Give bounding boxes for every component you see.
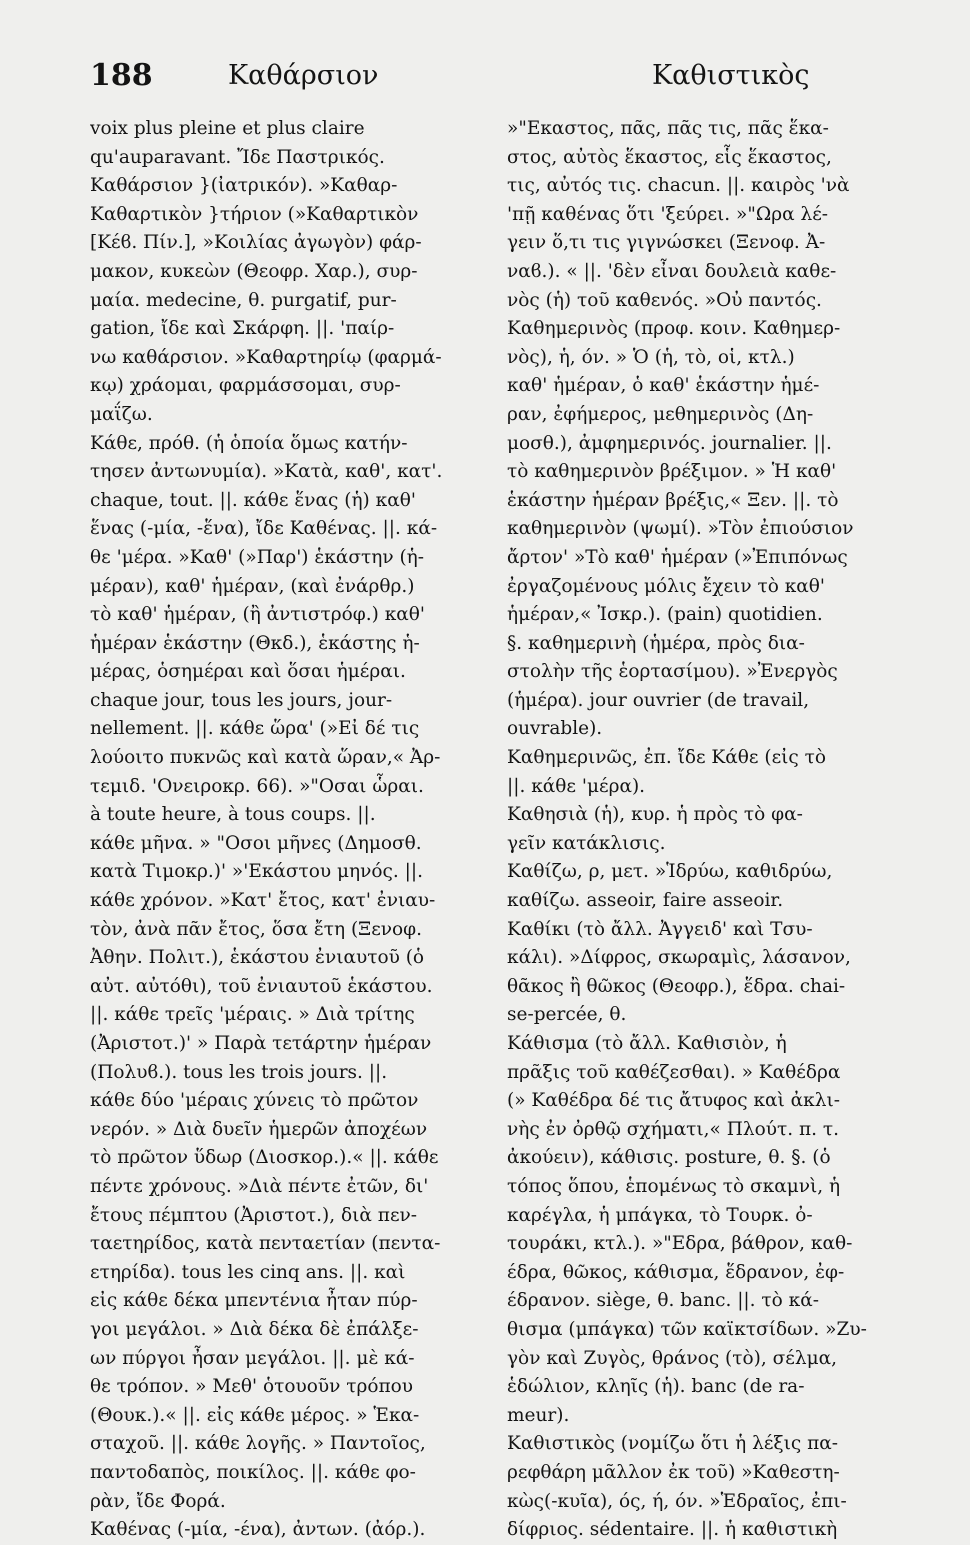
text-line: θᾶκος ἢ θῶκος (Θεοφρ.), ἕδρα. chai- (507, 975, 846, 997)
text-line: τὸν, ἀνὰ πᾶν ἔτος, ὅσα ἔτη (Ξενοφ. (90, 918, 422, 940)
text-line: μοσθ.), ἀμφημερινός. journalier. ||. (507, 432, 832, 454)
text-line: (Ἀριστοτ.)' » Παρὰ τετάρτην ἡμέραν (90, 1033, 432, 1054)
text-line: τησεν ἀντωνυμία). »Κατὰ, καθ', κατ'. (90, 461, 443, 483)
text-line: Καθάρσιον }(ἰατρικόν). »Καθαρ- (90, 175, 398, 197)
text-line: ἐργαζομένους μόλις ἔχειν τὸ καθ' (507, 575, 826, 597)
text-line: μέρας, ὁσημέραι καὶ ὅσαι ἡμέραι. (90, 661, 406, 683)
text-line: κάλι). »Δίφρος, σκωραμὶς, λάσανον, (507, 947, 851, 969)
text-line: Καθίκι (τὸ ἄλλ. Ἀγγειδ' καὶ Τσυ- (507, 918, 813, 940)
text-line: ἡμέραν,« Ἰσκρ.). (pain) quotidien. (507, 604, 823, 626)
text-line: ρεφθάρη μᾶλλον ἐκ τοῦ) »Καθεστη- (507, 1461, 840, 1483)
text-line: chaque, tout. ||. κάθε ἕνας (ἡ) καθ' (90, 489, 416, 511)
text-line: τουράκι, κτλ.). »"Εδρα, βάθρον, καθ- (507, 1233, 853, 1255)
text-line: νω καθάρσιον. »Καθαρτηρίῳ (φαρμά- (90, 346, 442, 368)
text-line: καθημερινὸν (ψωμί). »Τὸν ἐπιούσιον (507, 518, 854, 540)
text-line: μαία. medecine, θ. purgatif, pur- (90, 289, 397, 311)
text-line: ἔτους πέμπτου (Ἀριστοτ.), διὰ πεν- (90, 1204, 418, 1226)
text-line: (ἡμέρα). jour ouvrier (de travail, (507, 689, 810, 711)
text-line: §. καθημερινὴ (ἡμέρα, πρὸς δια- (507, 632, 805, 654)
text-line: τὸ καθημερινὸν βρέξιμον. » Ἡ καθ' (507, 461, 837, 483)
text-line: στολὴν τῆς ἑορτασίμου). »Ἐνεργὸς (507, 661, 838, 683)
text-line: κάθε χρόνον. »Κατ' ἔτος, κατ' ἐνιαυ- (90, 890, 436, 912)
text-line: ||. κάθε τρεῖς 'μέραις. » Διὰ τρίτης (90, 1004, 415, 1026)
text-line: δίφριος. sédentaire. ||. ἡ καθιστικὴ (507, 1519, 838, 1541)
text-line: ἑκάστην ἡμέραν βρέξις,« Ξεν. ||. τὸ (507, 489, 839, 511)
text-line: πέντε χρόνους. »Διὰ πέντε ἐτῶν, δι' (90, 1175, 429, 1197)
text-line: Καθημερινῶς, ἐπ. ἴδε Κάθε (εἰς τὸ (507, 747, 827, 769)
text-line: νὸς (ἡ) τοῦ καθενός. »Οὐ παντός. (507, 289, 822, 311)
text-line: τὸ καθ' ἡμέραν, (ἢ ἀντιστρόφ.) καθ' (90, 604, 425, 626)
text-line: θισμα (μπάγκα) τῶν καϊκτσίδων. »Ζυ- (507, 1318, 867, 1340)
text-line: έδρα, θῶκος, κάθισμα, ἕδρανον, ἐφ- (507, 1261, 845, 1283)
text-line: κάθε μῆνα. » "Οσοι μῆνες (Δημοσθ. (90, 832, 422, 854)
text-line: ρὰν, ἴδε Φορά. (90, 1490, 226, 1512)
text-line: Ἀθην. Πολιτ.), ἑκάστου ἐνιαυτοῦ (ὁ (90, 947, 425, 969)
text-line: καρέγλα, ἡ μπάγκα, τὸ Τουρκ. ὀ- (507, 1204, 813, 1226)
text-line: θε 'μέρα. »Καθ' (»Παρ') ἑκάστην (ἡ- (90, 546, 424, 568)
text-line: (» Καθέδρα δέ τις ἄτυφος καὶ ἀκλι- (507, 1090, 840, 1112)
text-line: έδρανον. siège, θ. banc. ||. τὸ κά- (507, 1290, 819, 1312)
text-line: ||. κάθε 'μέρα). (507, 775, 646, 797)
text-line: ἡμέραν ἑκάστην (Θκδ.), ἑκάστης ἡ- (90, 632, 420, 654)
text-line: ραν, ἐφήμερος, μεθημερινὸς (Δη- (507, 403, 814, 425)
text-line: κῳ) χράομαι, φαρμάσσομαι, συρ- (90, 375, 401, 397)
text-line: se-percée, θ. (507, 1004, 627, 1026)
text-line: Καθημερινὸς (προφ. κοιν. Καθημερ- (507, 318, 841, 340)
text-line: qu'auparavant. Ἴδε Παστρικός. (90, 146, 385, 168)
right-column (507, 115, 937, 1545)
text-line: αὐτ. αὐτόθι), τοῦ ἐνιαυτοῦ ἑκάστου. (90, 975, 433, 997)
text-line: τόπος ὅπου, ἑπομένως τὸ σκαμνὶ, ἡ (507, 1175, 841, 1197)
text-line: ναϐ.). « ||. 'δὲν εἶναι δουλειὰ καθε- (507, 260, 837, 282)
text-line: ouvrable). (507, 718, 603, 740)
text-line: καθίζω. asseoir, faire asseoir. (507, 890, 784, 912)
text-line: Κάθε, πρόθ. (ἡ ὁποία ὅμως κατήν- (90, 432, 408, 454)
text-line: νὸς), ἡ, όν. » Ὁ (ἡ, τὸ, οἱ, κτλ.) (507, 346, 795, 368)
left-headword: Καθάρσιον (228, 60, 379, 91)
text-line: μέραν), καθ' ἡμέραν, (καὶ ἐνάρθρ.) (90, 575, 415, 597)
text-line: εἰς κάθε δέκα μπεντένια ἦταν πύρ- (90, 1290, 418, 1312)
text-line: τεμιδ. 'Ονειροκρ. 66). »"Οσαι ὧραι. (90, 775, 424, 797)
text-line: ἄρτον' »Τὸ καθ' ἡμέραν (»Ἐπιπόνως (507, 546, 848, 568)
text-line: Καθιστικὸς (νομίζω ὅτι ἡ λέξις πα- (507, 1433, 839, 1455)
text-line: [Κέϐ. Πίν.], »Κοιλίας ἀγωγὸν) φάρ- (90, 232, 422, 254)
text-line: Καθίζω, ρ, μετ. »Ἱδρύω, καθιδρύω, (507, 861, 833, 883)
text-line: νερόν. » Διὰ δυεῖν ἡμερῶν ἀποχέων (90, 1118, 428, 1140)
text-line: παντοδαπὸς, ποικίλος. ||. κάθε φο- (90, 1461, 416, 1483)
text-line: gation, ἴδε καὶ Σκάρφη. ||. 'παίρ- (90, 318, 395, 340)
text-line: κὼς(-κυῖα), ός, ή, όν. »Ἑδραῖος, ἐπι- (507, 1490, 847, 1512)
left-column (90, 115, 486, 1545)
text-line: μακον, κυκεὼν (Θεοφρ. Χαρ.), συρ- (90, 260, 418, 282)
text-line: »"Εκαστος, πᾶς, πᾶς τις, πᾶς ἕκα- (507, 118, 829, 139)
text-line: ἀκούειν), κάθισις. posture, θ. §. (ὁ (507, 1147, 831, 1169)
text-line: voix plus pleine et plus claire (90, 118, 365, 139)
text-line: Καθένας (-μία, -ένα), ἀντων. (ἀόρ.). (90, 1519, 426, 1541)
text-line: γεῖν κατάκλισις. (507, 832, 666, 854)
text-line: Καθαρτικὸν }τήριον (»Καθαρτικὸν (90, 203, 419, 225)
text-line: ετηρίδα). tous les cinq ans. ||. καὶ (90, 1261, 406, 1283)
text-line: 'πῇ καθένας ὅτι 'ξεύρει. »"Ωρα λέ- (507, 203, 829, 225)
text-line: Καθησιὰ (ἡ), κυρ. ἡ πρὸς τὸ φα- (507, 804, 803, 826)
text-line: κάθε δύο 'μέραις χύνεις τὸ πρῶτον (90, 1090, 419, 1112)
text-line: Κάθισμα (τὸ ἄλλ. Καθισιὸν, ἡ (507, 1033, 787, 1054)
text-line: (Πολυϐ.). tous les trois jours. ||. (90, 1061, 388, 1083)
text-line: à toute heure, à tous coups. ||. (90, 804, 376, 826)
text-line: γὸν καὶ Ζυγὸς, θράνος (τὸ), σέλμα, (507, 1347, 837, 1369)
text-line: νὴς ἐν ὀρθῷ σχήματι,« Πλούτ. π. τ. (507, 1118, 840, 1140)
right-headword: Καθιστικὸς (652, 60, 810, 91)
page-number: 188 (90, 58, 153, 93)
text-line: (Θουκ.).« ||. εἰς κάθε μέρος. » Ἑκα- (90, 1404, 420, 1426)
text-line: καθ' ἡμέραν, ὁ καθ' ἑκάστην ἡμέ- (507, 375, 820, 397)
text-line: γοι μεγάλοι. » Διὰ δέκα δὲ ἐπάλξε- (90, 1318, 419, 1340)
text-line: κατὰ Τιμοκρ.)' »'Εκάστου μηνός. ||. (90, 861, 423, 883)
text-line: γειν ὅ,τι τις γιγνώσκει (Ξενοφ. Ἀ- (507, 232, 826, 254)
text-line: ων πύργοι ἦσαν μεγάλοι. ||. μὲ κά- (90, 1347, 415, 1369)
text-line: nellement. ||. κάθε ὥρα' (»Εἰ δέ τις (90, 718, 420, 740)
text-line: στος, αὐτὸς ἕκαστος, εἷς ἕκαστος, (507, 146, 832, 168)
text-line: τις, αὐτός τις. chacun. ||. καιρὸς 'νὰ (507, 175, 850, 197)
text-line: meur). (507, 1404, 570, 1426)
running-header (0, 58, 970, 102)
text-line: σταχοῦ. ||. κάθε λογῆς. » Παντοῖος, (90, 1433, 426, 1455)
text-line: ταετηρίδος, κατὰ πενταετίαν (πεντα- (90, 1233, 441, 1255)
text-line: ἑδώλιον, κληῖς (ἡ). banc (de ra- (507, 1376, 805, 1398)
text-line: θε τρόπον. » Μεθ' ὁτουοῦν τρόπου (90, 1376, 414, 1398)
text-line: τὸ πρῶτον ὕδωρ (Διοσκορ.).« ||. κάθε (90, 1147, 439, 1169)
text-line: chaque jour, tous les jours, jour- (90, 689, 393, 711)
text-line: λούοιτο πυκνῶς καὶ κατὰ ὥραν,« Ἀρ- (90, 747, 441, 769)
text-line: ἕνας (-μία, -ἕνα), ἴδε Καθένας. ||. κά- (90, 518, 438, 540)
text-line: πρᾶξις τοῦ καθέζεσθαι). » Καθέδρα (507, 1061, 841, 1083)
text-line: μαΐζω. (90, 403, 153, 425)
